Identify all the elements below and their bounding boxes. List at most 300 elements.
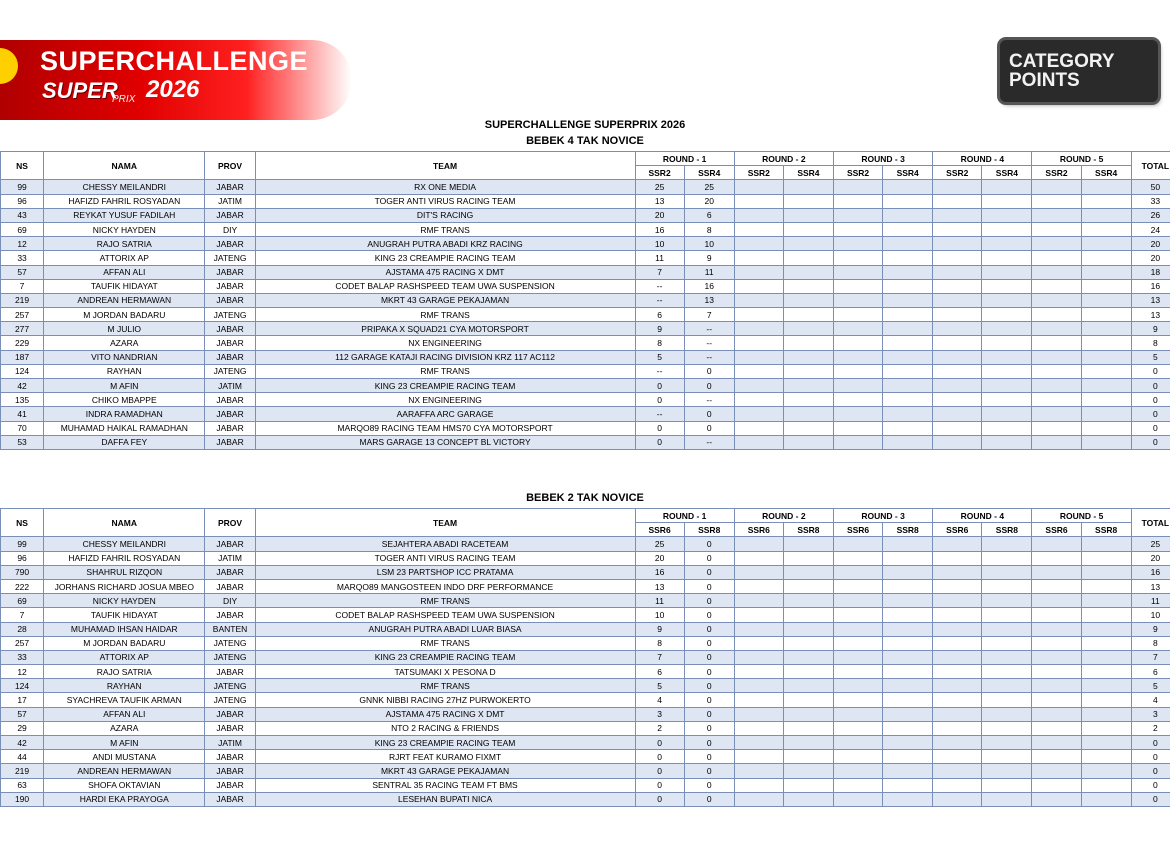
empty-score-cell [734, 579, 783, 593]
table-row [1, 379, 1170, 393]
rider-province: JATENG [205, 636, 255, 650]
rider-number: 124 [1, 364, 44, 378]
rider-team: ANUGRAH PUTRA ABADI LUAR BIASA [255, 622, 635, 636]
empty-score-cell [933, 579, 982, 593]
rider-number: 790 [1, 565, 44, 579]
empty-score-cell [883, 407, 933, 421]
round1-session-b: 0 [684, 679, 734, 693]
rider-number: 219 [1, 764, 44, 778]
empty-score-cell [982, 265, 1032, 279]
rider-team: CODET BALAP RASHSPEED TEAM UWA SUSPENSION [255, 279, 635, 293]
empty-score-cell [1032, 194, 1081, 208]
empty-score-cell [883, 693, 933, 707]
empty-score-cell [734, 750, 783, 764]
empty-score-cell [982, 693, 1032, 707]
rider-name: SYACHREVA TAUFIK ARMAN [44, 693, 205, 707]
empty-score-cell [1032, 565, 1081, 579]
round1-session-b: 0 [684, 622, 734, 636]
rider-number: 43 [1, 208, 44, 222]
round1-session-a: 0 [635, 792, 684, 806]
empty-score-cell [933, 650, 982, 664]
empty-score-cell [982, 622, 1032, 636]
empty-score-cell [783, 308, 833, 322]
rider-province: JABAR [205, 322, 255, 336]
rider-number: 63 [1, 778, 44, 792]
empty-score-cell [1032, 707, 1081, 721]
rider-team: DIT'S RACING [255, 208, 635, 222]
total-points: 16 [1131, 565, 1170, 579]
empty-score-cell [834, 265, 883, 279]
empty-score-cell [783, 750, 833, 764]
empty-score-cell [834, 665, 883, 679]
empty-score-cell [982, 636, 1032, 650]
total-points: 5 [1131, 679, 1170, 693]
empty-score-cell [933, 222, 982, 236]
total-points: 13 [1131, 293, 1170, 307]
empty-score-cell [933, 665, 982, 679]
total-points: 0 [1131, 764, 1170, 778]
round1-session-b: 9 [684, 251, 734, 265]
rider-name: MUHAMAD IHSAN HAIDAR [44, 622, 205, 636]
round1-session-a: -- [635, 279, 684, 293]
empty-score-cell [933, 379, 982, 393]
rider-team: KING 23 CREAMPIE RACING TEAM [255, 251, 635, 265]
header-round: ROUND - 2 [734, 509, 833, 523]
total-points: 0 [1131, 393, 1170, 407]
round1-session-a: 11 [635, 594, 684, 608]
round1-session-a: 0 [635, 421, 684, 435]
rider-number: 69 [1, 594, 44, 608]
empty-score-cell [1081, 665, 1131, 679]
table-row [1, 551, 1170, 565]
empty-score-cell [783, 679, 833, 693]
empty-score-cell [933, 565, 982, 579]
rider-team: RX ONE MEDIA [255, 180, 635, 194]
empty-score-cell [1032, 622, 1081, 636]
empty-score-cell [883, 636, 933, 650]
empty-score-cell [734, 336, 783, 350]
rider-name: RAYHAN [44, 364, 205, 378]
header-prov: PROV [205, 509, 255, 537]
round1-session-a: 5 [635, 679, 684, 693]
empty-score-cell [883, 565, 933, 579]
empty-score-cell [982, 393, 1032, 407]
empty-score-cell [883, 594, 933, 608]
round1-session-a: 20 [635, 551, 684, 565]
empty-score-cell [783, 407, 833, 421]
header-session: SSR4 [684, 166, 734, 180]
rider-province: JABAR [205, 750, 255, 764]
empty-score-cell [1081, 622, 1131, 636]
total-points: 0 [1131, 750, 1170, 764]
round1-session-b: 0 [684, 665, 734, 679]
empty-score-cell [783, 194, 833, 208]
empty-score-cell [982, 778, 1032, 792]
rider-team: RMF TRANS [255, 308, 635, 322]
empty-score-cell [1032, 322, 1081, 336]
empty-score-cell [1081, 322, 1131, 336]
rider-team: MKRT 43 GARAGE PEKAJAMAN [255, 293, 635, 307]
rider-number: 96 [1, 194, 44, 208]
empty-score-cell [734, 792, 783, 806]
rider-team: PRIPAKA X SQUAD21 CYA MOTORSPORT [255, 322, 635, 336]
total-points: 6 [1131, 665, 1170, 679]
table-row [1, 636, 1170, 650]
empty-score-cell [734, 208, 783, 222]
table-row [1, 251, 1170, 265]
rider-team: NX ENGINEERING [255, 393, 635, 407]
empty-score-cell [933, 393, 982, 407]
total-points: 16 [1131, 279, 1170, 293]
header-session: SSR2 [933, 166, 982, 180]
empty-score-cell [883, 222, 933, 236]
empty-score-cell [933, 350, 982, 364]
rider-team: NTO 2 RACING & FRIENDS [255, 721, 635, 735]
empty-score-cell [1081, 336, 1131, 350]
rider-name: NICKY HAYDEN [44, 222, 205, 236]
empty-score-cell [834, 679, 883, 693]
empty-score-cell [834, 350, 883, 364]
header-round: ROUND - 4 [933, 509, 1032, 523]
header-session: SSR8 [982, 523, 1032, 537]
empty-score-cell [783, 421, 833, 435]
header-round: ROUND - 5 [1032, 152, 1131, 166]
header-session: SSR8 [783, 523, 833, 537]
empty-score-cell [783, 650, 833, 664]
empty-score-cell [883, 364, 933, 378]
table-row [1, 707, 1170, 721]
rider-province: JATENG [205, 693, 255, 707]
empty-score-cell [1032, 435, 1081, 449]
empty-score-cell [834, 764, 883, 778]
rider-name: SHOFA OKTAVIAN [44, 778, 205, 792]
rider-name: HAFIZD FAHRIL ROSYADAN [44, 194, 205, 208]
rider-team: LSM 23 PARTSHOP ICC PRATAMA [255, 565, 635, 579]
table-row [1, 364, 1170, 378]
round1-session-b: -- [684, 435, 734, 449]
rider-number: 28 [1, 622, 44, 636]
header-ns: NS [1, 509, 44, 537]
empty-score-cell [982, 322, 1032, 336]
empty-score-cell [933, 421, 982, 435]
header-session: SSR8 [1081, 523, 1131, 537]
header-round: ROUND - 3 [834, 509, 933, 523]
empty-score-cell [1081, 650, 1131, 664]
total-points: 0 [1131, 421, 1170, 435]
empty-score-cell [783, 565, 833, 579]
empty-score-cell [982, 180, 1032, 194]
empty-score-cell [734, 693, 783, 707]
empty-score-cell [933, 407, 982, 421]
empty-score-cell [734, 350, 783, 364]
round1-session-b: 0 [684, 750, 734, 764]
empty-score-cell [1081, 764, 1131, 778]
total-points: 3 [1131, 707, 1170, 721]
empty-score-cell [1032, 608, 1081, 622]
rider-province: JABAR [205, 579, 255, 593]
round1-session-a: 3 [635, 707, 684, 721]
table-row [1, 393, 1170, 407]
table-row [1, 336, 1170, 350]
rider-number: 257 [1, 308, 44, 322]
empty-score-cell [783, 778, 833, 792]
rider-team: MARQO89 RACING TEAM HMS70 CYA MOTORSPORT [255, 421, 635, 435]
empty-score-cell [1081, 778, 1131, 792]
empty-score-cell [834, 279, 883, 293]
header-session: SSR4 [883, 166, 933, 180]
rider-team: ANUGRAH PUTRA ABADI KRZ RACING [255, 237, 635, 251]
empty-score-cell [783, 736, 833, 750]
rider-name: ANDI MUSTANA [44, 750, 205, 764]
badge-line-2: POINTS [1009, 70, 1080, 91]
logo-prix: PRIX [112, 94, 136, 105]
empty-score-cell [783, 622, 833, 636]
round1-session-a: 9 [635, 622, 684, 636]
table-row [1, 194, 1170, 208]
empty-score-cell [1081, 721, 1131, 735]
empty-score-cell [883, 792, 933, 806]
round1-session-b: 0 [684, 364, 734, 378]
empty-score-cell [783, 364, 833, 378]
round1-session-a: 8 [635, 636, 684, 650]
empty-score-cell [883, 393, 933, 407]
empty-score-cell [933, 537, 982, 551]
empty-score-cell [1032, 665, 1081, 679]
rider-province: JABAR [205, 421, 255, 435]
rider-team: AARAFFA ARC GARAGE [255, 407, 635, 421]
header-total: TOTAL [1131, 509, 1170, 537]
round1-session-b: 8 [684, 222, 734, 236]
rider-number: 99 [1, 180, 44, 194]
table-row [1, 308, 1170, 322]
header-session: SSR2 [834, 166, 883, 180]
round1-session-b: 0 [684, 608, 734, 622]
empty-score-cell [933, 364, 982, 378]
empty-score-cell [834, 251, 883, 265]
header-round: ROUND - 4 [933, 152, 1032, 166]
round1-session-b: 10 [684, 237, 734, 251]
empty-score-cell [883, 379, 933, 393]
empty-score-cell [1081, 608, 1131, 622]
empty-score-cell [1081, 750, 1131, 764]
empty-score-cell [1032, 721, 1081, 735]
rider-name: RAYHAN [44, 679, 205, 693]
round1-session-a: 6 [635, 665, 684, 679]
rider-number: 7 [1, 608, 44, 622]
rider-team: MARQO89 MANGOSTEEN INDO DRF PERFORMANCE [255, 579, 635, 593]
empty-score-cell [834, 435, 883, 449]
rider-name: AFFAN ALI [44, 265, 205, 279]
empty-score-cell [734, 421, 783, 435]
empty-score-cell [1081, 679, 1131, 693]
empty-score-cell [1081, 707, 1131, 721]
empty-score-cell [734, 608, 783, 622]
empty-score-cell [933, 180, 982, 194]
round1-session-b: -- [684, 350, 734, 364]
header-round: ROUND - 2 [734, 152, 833, 166]
header-session: SSR6 [734, 523, 783, 537]
empty-score-cell [1032, 407, 1081, 421]
rider-name: REYKAT YUSUF FADILAH [44, 208, 205, 222]
category-points-badge [1000, 40, 1158, 102]
empty-score-cell [734, 364, 783, 378]
rider-number: 12 [1, 665, 44, 679]
empty-score-cell [734, 594, 783, 608]
round1-session-a: 16 [635, 222, 684, 236]
rider-number: 7 [1, 279, 44, 293]
empty-score-cell [834, 407, 883, 421]
table-row [1, 721, 1170, 735]
total-points: 8 [1131, 336, 1170, 350]
rider-number: 187 [1, 350, 44, 364]
round1-session-b: 16 [684, 279, 734, 293]
empty-score-cell [783, 336, 833, 350]
rider-province: JABAR [205, 237, 255, 251]
empty-score-cell [834, 636, 883, 650]
empty-score-cell [734, 435, 783, 449]
rider-province: JABAR [205, 764, 255, 778]
rider-team: SEJAHTERA ABADI RACETEAM [255, 537, 635, 551]
empty-score-cell [933, 792, 982, 806]
rider-number: 12 [1, 237, 44, 251]
empty-score-cell [933, 293, 982, 307]
round1-session-b: 0 [684, 778, 734, 792]
superchallenge-logo [0, 36, 355, 128]
empty-score-cell [1081, 265, 1131, 279]
empty-score-cell [734, 180, 783, 194]
rider-team: KING 23 CREAMPIE RACING TEAM [255, 650, 635, 664]
table-row [1, 407, 1170, 421]
empty-score-cell [783, 764, 833, 778]
total-points: 20 [1131, 551, 1170, 565]
header-nama: NAMA [44, 152, 205, 180]
empty-score-cell [883, 194, 933, 208]
rider-number: 69 [1, 222, 44, 236]
empty-score-cell [982, 764, 1032, 778]
rider-number: 219 [1, 293, 44, 307]
rider-province: DIY [205, 222, 255, 236]
table-row [1, 622, 1170, 636]
empty-score-cell [982, 750, 1032, 764]
table-row [1, 608, 1170, 622]
header-session: SSR2 [1032, 166, 1081, 180]
empty-score-cell [883, 208, 933, 222]
round1-session-a: 0 [635, 778, 684, 792]
round1-session-b: 7 [684, 308, 734, 322]
empty-score-cell [783, 208, 833, 222]
rider-number: 42 [1, 736, 44, 750]
table-row [1, 222, 1170, 236]
round1-session-a: 13 [635, 579, 684, 593]
round1-session-a: 20 [635, 208, 684, 222]
empty-score-cell [1081, 364, 1131, 378]
header-team: TEAM [255, 509, 635, 537]
rider-name: AZARA [44, 721, 205, 735]
rider-number: 44 [1, 750, 44, 764]
empty-score-cell [982, 608, 1032, 622]
rider-name: RAJO SATRIA [44, 237, 205, 251]
empty-score-cell [783, 636, 833, 650]
empty-score-cell [783, 293, 833, 307]
empty-score-cell [883, 322, 933, 336]
empty-score-cell [734, 293, 783, 307]
rider-province: JABAR [205, 665, 255, 679]
empty-score-cell [883, 421, 933, 435]
rider-number: 190 [1, 792, 44, 806]
empty-score-cell [834, 594, 883, 608]
rider-province: JATIM [205, 194, 255, 208]
rider-name: AZARA [44, 336, 205, 350]
empty-score-cell [783, 707, 833, 721]
rider-name: ANDREAN HERMAWAN [44, 293, 205, 307]
round1-session-b: 11 [684, 265, 734, 279]
rider-number: 29 [1, 721, 44, 735]
empty-score-cell [1032, 336, 1081, 350]
empty-score-cell [883, 778, 933, 792]
empty-score-cell [734, 565, 783, 579]
round1-session-b: 0 [684, 650, 734, 664]
empty-score-cell [1081, 194, 1131, 208]
table-row [1, 665, 1170, 679]
empty-score-cell [883, 180, 933, 194]
rider-team: CODET BALAP RASHSPEED TEAM UWA SUSPENSION [255, 608, 635, 622]
empty-score-cell [1032, 350, 1081, 364]
header-session: SSR6 [635, 523, 684, 537]
empty-score-cell [982, 537, 1032, 551]
rider-team: MARS GARAGE 13 CONCEPT BL VICTORY [255, 435, 635, 449]
empty-score-cell [734, 379, 783, 393]
empty-score-cell [834, 237, 883, 251]
empty-score-cell [982, 721, 1032, 735]
round1-session-b: 0 [684, 693, 734, 707]
total-points: 0 [1131, 792, 1170, 806]
rider-name: ATTORIX AP [44, 251, 205, 265]
empty-score-cell [883, 707, 933, 721]
empty-score-cell [1081, 237, 1131, 251]
round1-session-a: 0 [635, 393, 684, 407]
empty-score-cell [783, 693, 833, 707]
rider-team: RMF TRANS [255, 679, 635, 693]
empty-score-cell [933, 237, 982, 251]
empty-score-cell [783, 537, 833, 551]
empty-score-cell [933, 308, 982, 322]
empty-score-cell [1032, 208, 1081, 222]
empty-score-cell [1032, 293, 1081, 307]
empty-score-cell [783, 180, 833, 194]
empty-score-cell [982, 237, 1032, 251]
header-nama: NAMA [44, 509, 205, 537]
empty-score-cell [734, 537, 783, 551]
empty-score-cell [933, 679, 982, 693]
empty-score-cell [1081, 421, 1131, 435]
empty-score-cell [783, 608, 833, 622]
table-row [1, 265, 1170, 279]
rider-team: TATSUMAKI X PESONA D [255, 665, 635, 679]
empty-score-cell [834, 336, 883, 350]
total-points: 0 [1131, 379, 1170, 393]
empty-score-cell [1081, 792, 1131, 806]
round1-session-a: 4 [635, 693, 684, 707]
rider-name: AFFAN ALI [44, 707, 205, 721]
empty-score-cell [734, 679, 783, 693]
empty-score-cell [783, 551, 833, 565]
empty-score-cell [883, 293, 933, 307]
rider-number: 17 [1, 693, 44, 707]
points-table [0, 508, 1170, 807]
header-total: TOTAL [1131, 152, 1170, 180]
rider-name: M JORDAN BADARU [44, 636, 205, 650]
rider-number: 70 [1, 421, 44, 435]
